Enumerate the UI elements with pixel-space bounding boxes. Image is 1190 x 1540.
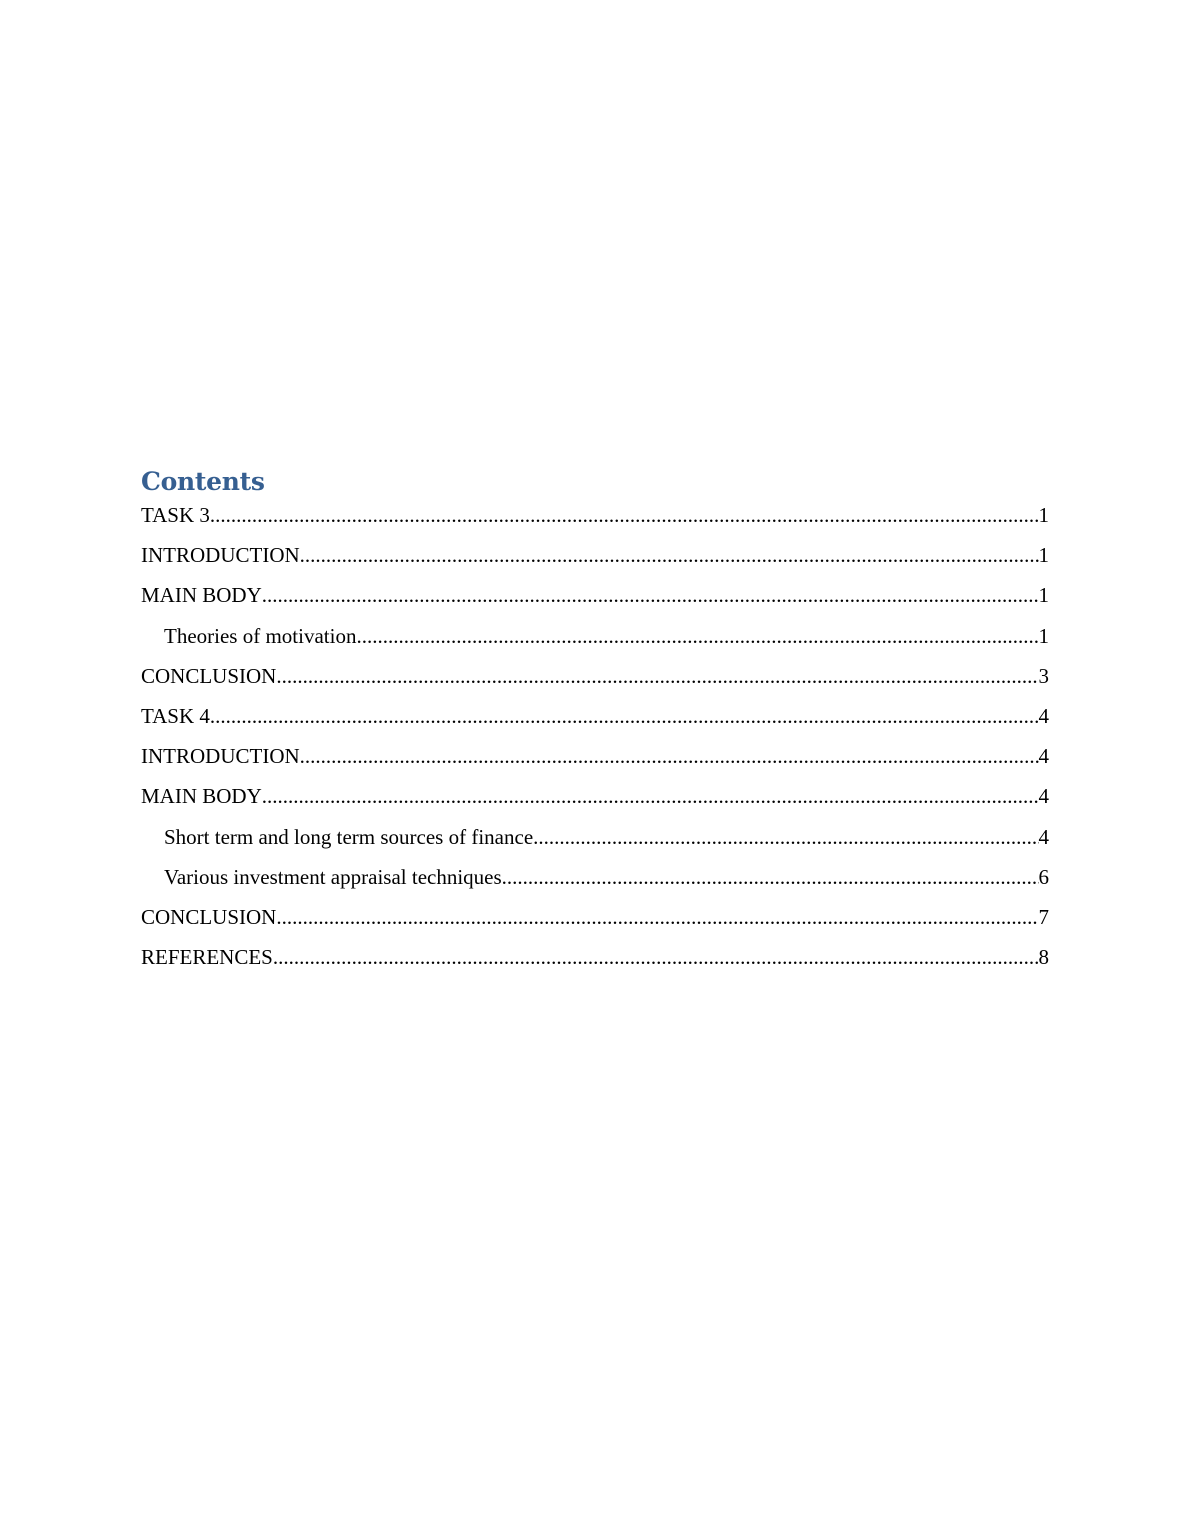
toc-dot-leader bbox=[273, 944, 1039, 970]
toc-entry-label: MAIN BODY bbox=[141, 583, 262, 608]
toc-entry-label: Theories of motivation bbox=[164, 623, 357, 648]
toc-entry-row bbox=[141, 582, 1049, 608]
toc-entry[interactable] bbox=[141, 500, 1049, 540]
toc-entry-page-number: 4 bbox=[1038, 703, 1049, 728]
toc-entry-label: Short term and long term sources of finance bbox=[164, 824, 534, 849]
toc-entry-row bbox=[141, 743, 1049, 769]
toc-entry[interactable] bbox=[141, 701, 1049, 741]
toc-entry-label: CONCLUSION bbox=[141, 663, 277, 688]
toc-entry-row bbox=[141, 944, 1049, 970]
toc-entry-page-number: 4 bbox=[1038, 824, 1049, 849]
toc-entry-page-number: 1 bbox=[1038, 583, 1049, 608]
toc-entry-row bbox=[164, 824, 1049, 850]
toc-entry-page-number: 6 bbox=[1038, 864, 1049, 889]
toc-entry-label: TASK 3 bbox=[141, 503, 210, 527]
toc-entry-page-number: 1 bbox=[1038, 623, 1049, 648]
toc-entry[interactable] bbox=[141, 661, 1049, 701]
toc-entry-page-number: 4 bbox=[1038, 784, 1049, 809]
toc-entry-page-number: 8 bbox=[1038, 945, 1049, 970]
toc-dot-leader bbox=[502, 864, 1039, 890]
toc-entry-page-number: 1 bbox=[1038, 543, 1049, 568]
toc-entry[interactable] bbox=[141, 942, 1049, 982]
toc-entry[interactable] bbox=[141, 822, 1049, 862]
toc-entry-page-number: 3 bbox=[1038, 663, 1049, 688]
toc-entry[interactable] bbox=[141, 580, 1049, 620]
toc-entry-row bbox=[164, 864, 1049, 890]
toc-entry-row bbox=[141, 703, 1049, 729]
toc-entry-label: INTRODUCTION bbox=[141, 744, 300, 769]
toc-entry-row bbox=[141, 542, 1049, 568]
toc-entry-label: CONCLUSION bbox=[141, 904, 277, 929]
toc-entry-page-number: 4 bbox=[1038, 744, 1049, 769]
toc-entry-row bbox=[141, 502, 1049, 528]
toc-dot-leader bbox=[262, 582, 1039, 608]
toc-entry-list bbox=[141, 500, 1049, 982]
toc-dot-leader bbox=[210, 703, 1039, 729]
toc-entry[interactable] bbox=[141, 621, 1049, 661]
toc-entry-label: TASK 4 bbox=[141, 703, 210, 728]
toc-entry-label: REFERENCES bbox=[141, 945, 273, 970]
toc-entry[interactable] bbox=[141, 540, 1049, 580]
toc-entry-row bbox=[141, 663, 1049, 689]
toc-entry-row bbox=[141, 904, 1049, 930]
toc-dot-leader bbox=[300, 743, 1039, 769]
toc-dot-leader bbox=[356, 623, 1038, 649]
toc-title: Contents bbox=[141, 467, 265, 496]
toc-dot-leader bbox=[262, 783, 1039, 809]
toc-entry[interactable] bbox=[141, 781, 1049, 821]
toc-dot-leader bbox=[533, 824, 1038, 850]
toc-dot-leader bbox=[210, 502, 1039, 528]
toc-entry-row bbox=[141, 783, 1049, 809]
toc-entry-page-number: 1 bbox=[1038, 503, 1049, 527]
toc-dot-leader bbox=[300, 542, 1039, 568]
toc-entry-page-number: 7 bbox=[1038, 904, 1049, 929]
toc-entry-label: MAIN BODY bbox=[141, 784, 262, 809]
toc-dot-leader bbox=[276, 663, 1038, 689]
toc-entry[interactable] bbox=[141, 862, 1049, 902]
toc-entry-label: INTRODUCTION bbox=[141, 543, 300, 568]
toc-entry-label: Various investment appraisal techniques bbox=[164, 864, 502, 889]
toc-entry-row bbox=[164, 623, 1049, 649]
table-of-contents bbox=[141, 464, 1049, 982]
toc-dot-leader bbox=[276, 904, 1038, 930]
toc-entry[interactable] bbox=[141, 902, 1049, 942]
toc-entry[interactable] bbox=[141, 741, 1049, 781]
